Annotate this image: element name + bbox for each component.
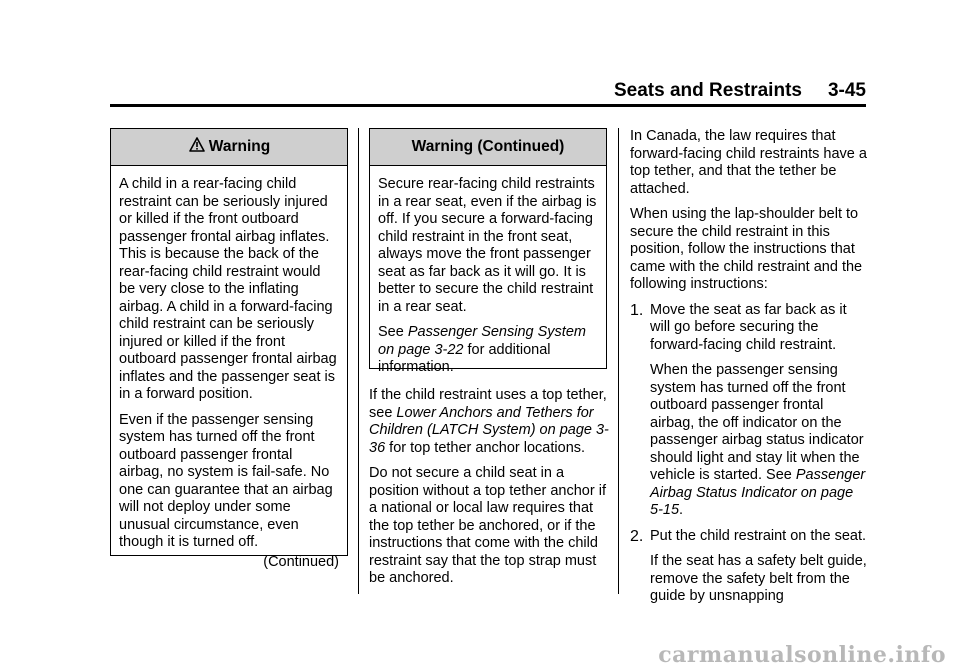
tether-text-end: for top tether anchor locations.	[385, 439, 586, 456]
warning-paragraph-1: A child in a rear-facing child restraint can be seriously injured or killed if the front outboard passenger frontal airbag inflates. This is because the back of the rear-facing child restraint would be very close to the inflating airbag. A child in a forward-facing child restraint can be seriously injured or killed if the front outboard passenger frontal airbag inflates and the passenger seat is in a forward position.	[119, 176, 337, 402]
column-3-body	[630, 128, 870, 614]
watermark: carmanualsonline.info	[658, 642, 946, 668]
cross-reference-airbag-status: Passenger Airbag Status Indicator on page 5-15	[650, 467, 866, 518]
column-divider-2	[618, 128, 619, 594]
see-text: See	[378, 324, 408, 340]
section-title: Seats and Restraints	[614, 80, 802, 101]
column-2-body	[369, 387, 609, 596]
page-number: 3-45	[827, 80, 866, 101]
step-1-number: 1.	[630, 301, 644, 319]
warning-continued-paragraph-1: Secure rear-facing child restraints in a rear seat, even if the airbag is off. If you secure a forward-facing child restraint in the front seat, always move the front passenger seat as far back as it will go. It is better to secure the child restraint in a rear seat.	[378, 176, 597, 315]
anchor-paragraph: Do not secure a child seat in a position without a top tether anchor if a national or local law requires that the top tether be anchored, or if the instructions that come with the child restraint say that the top strap must be anchored.	[369, 465, 606, 586]
step-2	[630, 528, 870, 606]
step-2-number: 2.	[630, 527, 644, 545]
additional-info-text: for additional information.	[378, 341, 551, 375]
step-1-subtext-end: .	[679, 502, 684, 518]
continued-label: (Continued)	[263, 553, 339, 570]
warning-paragraph-2: Even if the passenger sensing system has turned off the front outboard passenger frontal airbag, no system is fail-safe. No one can guarantee that an airbag will not deploy under some unusual circumstance, even though it is turned off.	[119, 411, 333, 550]
tether-text: If the child restraint uses a top tether, see	[369, 387, 607, 421]
header-rule	[110, 104, 866, 107]
step-2-text: Put the child restraint on the seat.	[650, 527, 867, 544]
step-1	[630, 302, 870, 520]
cross-reference-passenger-sensing: Passenger Sensing System on page 3-22	[378, 324, 586, 358]
step-1-subtext-body: When the passenger sensing system has turned off the front outboard passenger frontal airbag, the off indicator on the passenger airbag status indicator should light and stay lit when the vehicle is started. See	[650, 362, 864, 483]
cross-reference-latch: Lower Anchors and Tethers for Children (LATCH System) on page 3-36	[369, 404, 609, 456]
step-1-subtext	[650, 362, 870, 520]
lap-shoulder-paragraph: When using the lap-shoulder belt to secure the child restraint in this position, follow the instructions that came with the child restraint and the following instructions:	[630, 206, 863, 292]
warning-triangle-icon	[188, 132, 206, 168]
warning-title-bar	[111, 129, 347, 166]
tether-paragraph	[369, 387, 609, 457]
step-2-subtext: If the seat has a safety belt guide, remove the safety belt from the guide by unsnapping	[650, 553, 867, 604]
page-header	[110, 80, 866, 102]
step-1-text: Move the seat as far back as it will go before securing the forward-facing child restraint.	[650, 301, 847, 353]
warning-box	[110, 128, 348, 570]
canada-paragraph: In Canada, the law requires that forward-facing child restraints have a top tether, and that the tether be attached.	[630, 128, 867, 197]
warning-continued-title: Warning (Continued)	[411, 138, 565, 155]
warning-continued-paragraph-2	[378, 324, 598, 377]
warning-title: Warning	[208, 138, 271, 155]
warning-continued-title-bar	[370, 129, 606, 166]
warning-continued-box	[369, 128, 607, 375]
column-divider-1	[358, 128, 359, 594]
